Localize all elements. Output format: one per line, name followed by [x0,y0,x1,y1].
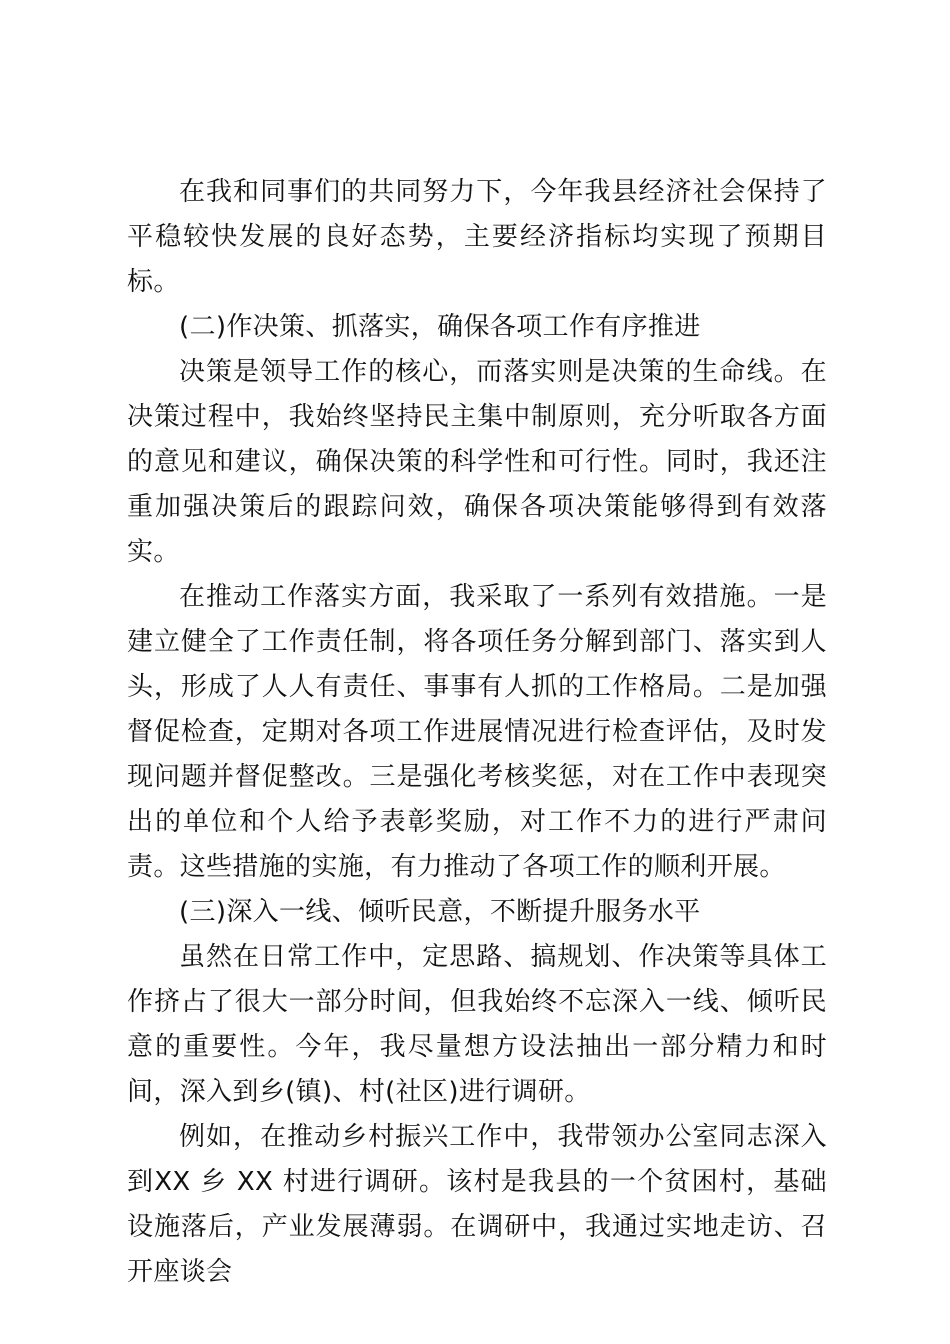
paragraph-frontline-research: 虽然在日常工作中，定思路、搞规划、作决策等具体工作挤占了很大一部分时间，但我始终不忘深入一线、倾听民意的重要性。今年，我尽量想方设法抽出一部分精力和时间，深入到乡(镇)、村(社区)进行调研。 [127,942,827,1107]
section-heading-decision: (二)作决策、抓落实，确保各项工作有序推进 [179,312,701,342]
section-heading-frontline: (三)深入一线、倾听民意，不断提升服务水平 [179,897,701,927]
paragraph-implementation-measures: 在推动工作落实方面，我采取了一系列有效措施。一是建立健全了工作责任制，将各项任务分解到部门、落实到人头，形成了人人有责任、事事有人抓的工作格局。二是加强督促检查，定期对各项工作进展情况进行检查评估，及时发现问题并督促整改。三是强化考核奖惩，对在工作中表现突出的单位和个人给予表彰奖励，对工作不力的进行严肃问责。这些措施的实施，有力推动了各项工作的顺利开展。 [127,582,827,882]
paragraph-decision-core: 决策是领导工作的核心，而落实则是决策的生命线。在决策过程中，我始终坚持民主集中制原则，充分听取各方面的意见和建议，确保决策的科学性和可行性。同时，我还注重加强决策后的跟踪问效，确保各项决策能够得到有效落实。 [127,357,827,567]
document-body [127,170,827,1295]
paragraph-rural-revitalization: 例如，在推动乡村振兴工作中，我带领办公室同志深入到XX 乡 XX 村进行调研。该村是我县的一个贫困村，基础设施落后，产业发展薄弱。在调研中，我通过实地走访、召开座谈会 [127,1122,827,1287]
paragraph-economic-summary: 在我和同事们的共同努力下，今年我县经济社会保持了平稳较快发展的良好态势，主要经济指标均实现了预期目标。 [127,177,827,297]
